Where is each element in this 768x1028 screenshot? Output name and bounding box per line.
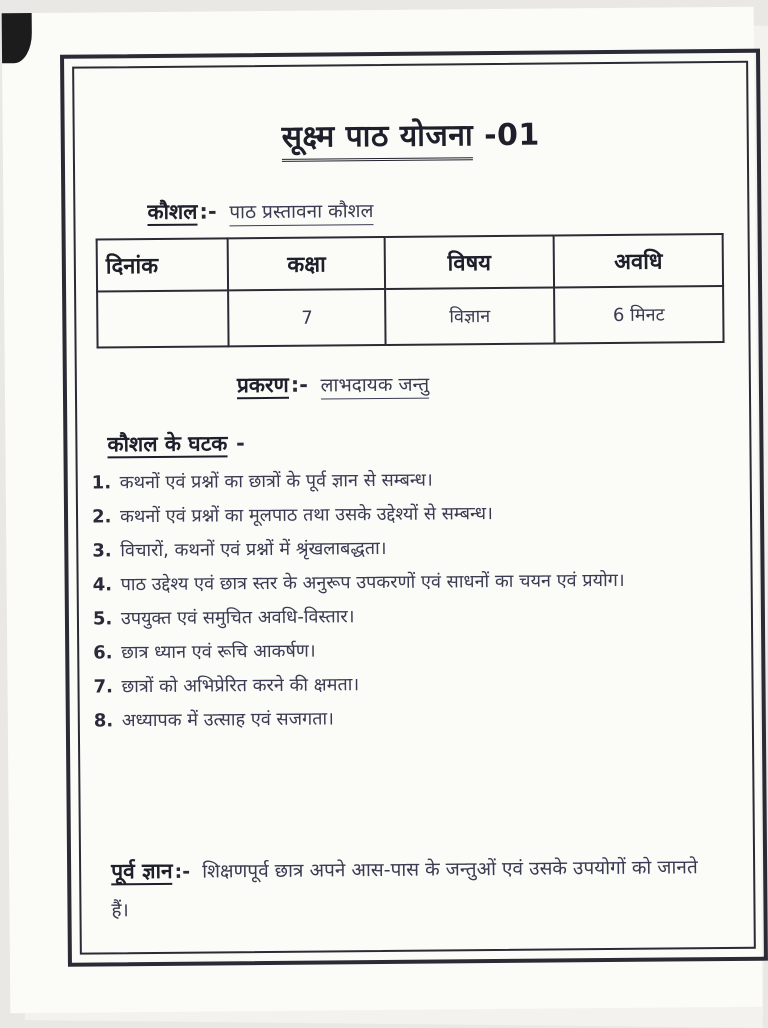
title-text: सूक्ष्म पाठ योजना [281,118,473,162]
item-number: 5. [92,608,113,630]
item-text: अध्यापक में उत्साह एवं सजगता। [121,708,335,732]
item-number: 8. [93,710,114,732]
header-duration: अवधि [554,234,723,287]
item-text: छात्र ध्यान एवं रूचि आकर्षण। [121,640,316,664]
prior-knowledge-separator: :- [174,860,191,883]
item-text: छात्रों को अभिप्रेरित करने की क्षमता। [121,674,360,698]
header-subject: विषय [385,235,554,288]
cell-class: 7 [229,289,386,346]
item-text: विचारों, कथनों एवं प्रश्नों में श्रृंखलाबद्धता। [120,537,387,562]
topic-separator: :- [290,372,308,397]
list-item [92,461,712,500]
skill-separator: :- [199,199,217,224]
table-header-row [97,234,723,291]
list-item [93,631,713,670]
item-number: 4. [92,574,113,596]
topic-row [237,370,430,400]
page-border-inner [72,61,756,955]
item-number: 2. [91,506,112,528]
item-number: 7. [93,676,113,698]
list-item [93,597,713,636]
item-text: उपयुक्त एवं समुचित अवधि-विस्तार। [120,606,355,630]
list-item [93,665,713,704]
skill-value: पाठ प्रस्तावना कौशल [229,200,373,226]
list-item [92,495,712,534]
list-item [94,699,714,738]
prior-knowledge-text: शिक्षणपूर्व छात्र अपने आस-पास के जन्तुओं एवं उसके उपयोगों को जानते हैं। [111,856,698,922]
item-text: कथनों एवं प्रश्नों का छात्रों के पूर्व ज्ञान से सम्बन्ध। [119,469,433,494]
header-date: दिनांक [97,238,229,291]
components-heading-suffix: - [235,431,245,456]
components-heading [107,429,251,458]
ink-stain [2,13,32,63]
cell-date [97,290,229,347]
prior-knowledge [111,847,712,929]
cell-duration: 6 मिनट [554,286,724,343]
info-table [96,233,725,348]
page-title [75,111,747,158]
prior-knowledge-label: पूर्व ज्ञान [111,858,173,884]
paper-sheet [2,7,763,1014]
header-class: कक्षा [228,237,385,290]
item-number: 3. [92,540,112,562]
skill-row [147,196,373,226]
skill-label: कौशल [147,199,198,225]
components-heading-text: कौशल के घटक [107,431,228,457]
item-number: 1. [91,472,112,494]
components-list [92,461,714,738]
item-number: 6. [93,642,113,664]
cell-subject: विज्ञान [385,287,554,344]
title-suffix: -01 [483,117,540,154]
table-row [97,286,723,347]
item-text: पाठ उद्देश्य एवं छात्र स्तर के अनुरूप उपकरणों एवं साधनों का चयन एवं प्रयोग। [120,569,625,596]
list-item [92,563,712,602]
page-border [60,49,768,967]
topic-label: प्रकरण [236,372,289,398]
list-item [92,529,712,568]
topic-value: लाभदायक जन्तु [320,374,429,400]
item-text: कथनों एवं प्रश्नों का मूलपाठ तथा उसके उद्देश्यों से सम्बन्ध। [119,503,493,528]
